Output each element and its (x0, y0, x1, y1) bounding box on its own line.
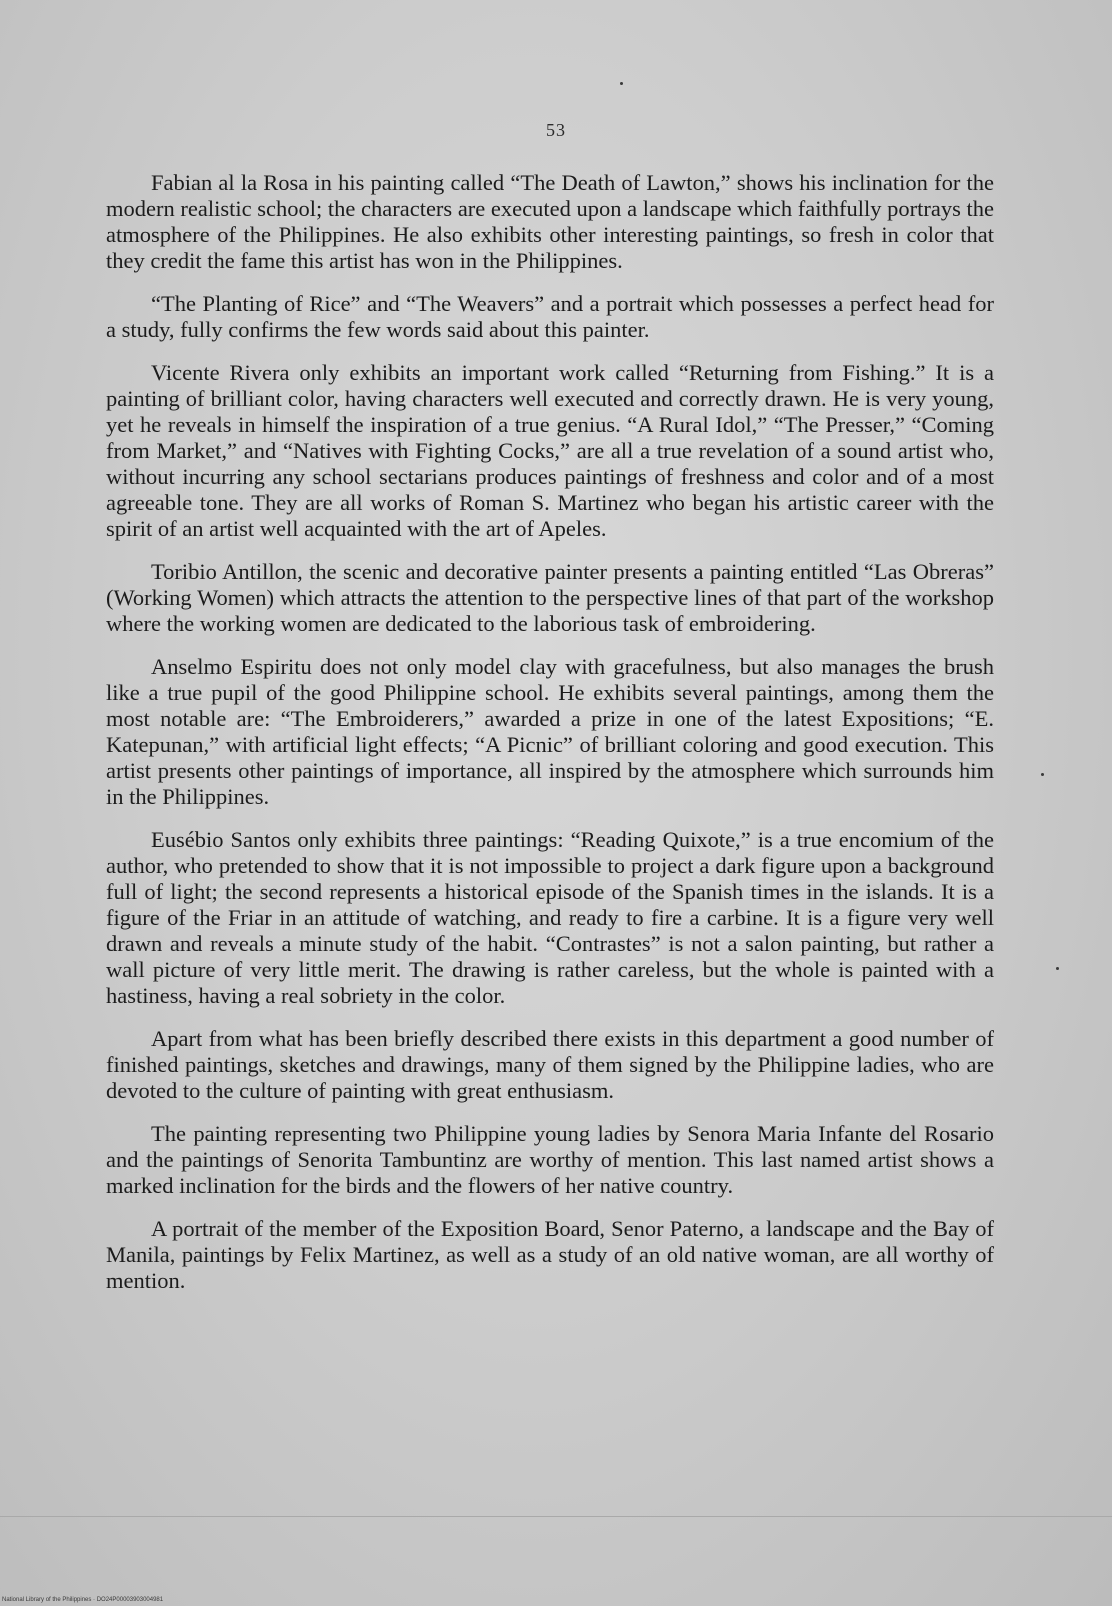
page-number: 53 (546, 120, 566, 140)
paragraph-toribio-antillon: Toribio Antillon, the scenic and decorative painter presents a painting entitled “Las Obreras” (Working Women) which attracts the attention to the perspective lines of that part of the workshop where the working women are dedicated to the laborious task of embroidering. (106, 559, 994, 636)
body-text (106, 170, 994, 1311)
dust-speck (1041, 773, 1044, 776)
paragraph-maria-infante: The painting representing two Philippine young ladies by Senora Maria Infante del Rosario and the paintings of Senorita Tambuntinz are worthy of mention. This last named artist shows a marked inclination for the birds and the flowers of her native country. (106, 1121, 994, 1198)
paragraph-felix-martinez: A portrait of the member of the Exposition Board, Senor Paterno, a landscape and the Bay of Manila, paintings by Felix Martinez, as well as a study of an old native woman, are all worthy of mention. (106, 1216, 994, 1293)
paragraph-anselmo-espiritu: Anselmo Espiritu does not only model clay with gracefulness, but also manages the brush like a true pupil of the good Philippine school. He exhibits several paintings, among them the most notable are: “The Embroiderers,” awarded a prize in one of the latest Expositions; “E. Katepunan,” with artificial light effects; “A Picnic” of brilliant coloring and good execution. This artist presents other paintings of importance, all inspired by the atmosphere which surrounds him in the Philippines. (106, 654, 994, 809)
dust-speck (620, 82, 623, 85)
paragraph-department-summary: Apart from what has been briefly described there exists in this department a good number of finished paintings, sketches and drawings, many of them signed by the Philippine ladies, who are devoted to the culture of painting with great enthusiasm. (106, 1026, 994, 1103)
dust-speck (1056, 967, 1059, 970)
paragraph-vicente-rivera: Vicente Rivera only exhibits an important work called “Returning from Fishing.” It is a painting of brilliant color, having characters well executed and correctly drawn. He is very young, yet he reveals in himself the inspiration of a true genius. “A Rural Idol,” “The Presser,” “Coming from Market,” and “Natives with Fighting Cocks,” are all a true revelation of a sound artist who, without incurring any school sectarians produces paintings of freshness and color and of a most agreeable tone. They are all works of Roman S. Martinez who began his artistic career with the spirit of an artist well acquainted with the art of Apeles. (106, 360, 994, 541)
paragraph-eusebio-santos: Eusébio Santos only exhibits three paintings: “Reading Quixote,” is a true encomium of the author, who pretended to show that it is not impossible to project a dark figure upon a background full of light; the second represents a historical episode of the Spanish times in the islands. It is a figure of the Friar in an attitude of watching, and ready to fire a carbine. It is a figure very well drawn and reveals a minute study of the habit. “Contrastes” is not a salon painting, but rather a wall picture of very little merit. The drawing is rather careless, but the whole is painted with a hastiness, having a real sobriety in the color. (106, 827, 994, 1008)
paragraph-fabian-de-la-rosa: Fabian al la Rosa in his painting called “The Death of Lawton,” shows his inclination for the modern realistic school; the characters are executed upon a landscape which faithfully portrays the atmosphere of the Philippines. He also exhibits other interesting paintings, so fresh in color that they credit the fame this artist has won in the Philippines. (106, 170, 994, 273)
scan-edge-line (0, 1516, 1112, 1517)
digitization-credit: National Library of the Philippines · DO24P00003903004981 (2, 1597, 164, 1603)
paragraph-planting-of-rice: “The Planting of Rice” and “The Weavers” and a portrait which possesses a perfect head for a study, fully confirms the few words said about this painter. (106, 291, 994, 342)
